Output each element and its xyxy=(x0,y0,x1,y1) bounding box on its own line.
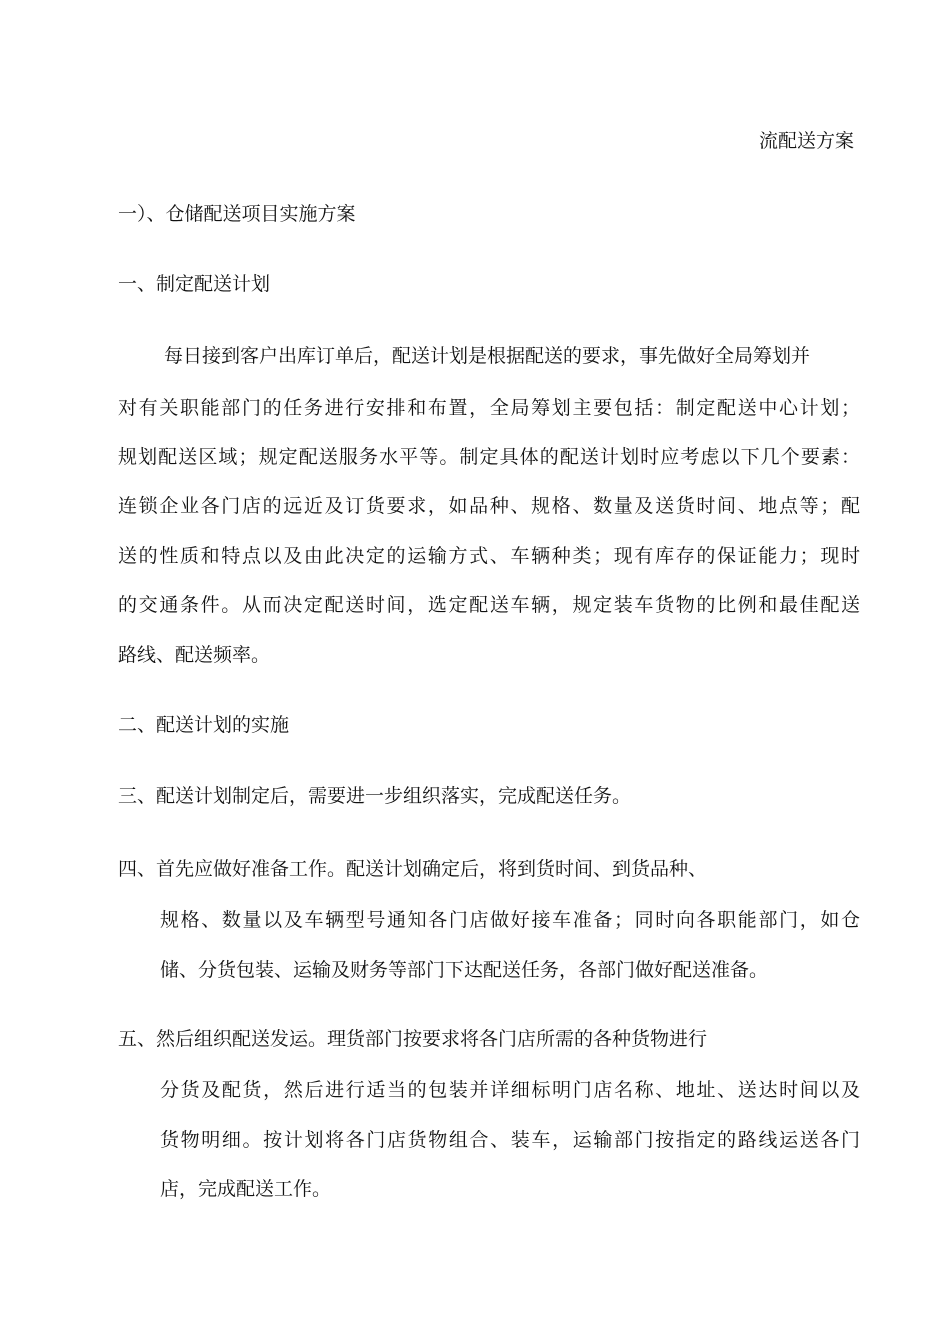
item-1-heading: 一、制定配送计划 xyxy=(118,273,271,295)
item-4-line: 规格、数量以及车辆型号通知各门店做好接车准备；同时向各职能部门，如仓 xyxy=(160,909,860,931)
item-1-paragraph-line: 每日接到客户出库订单后，配送计划是根据配送的要求，事先做好全局筹划并 xyxy=(164,345,811,367)
item-4-first-line: 四、首先应做好准备工作。配送计划确定后，将到货时间、到货品种、 xyxy=(118,858,708,880)
item-3-text: 三、配送计划制定后，需要进一步组织落实，完成配送任务。 xyxy=(118,785,632,807)
item-5-line: 分货及配货，然后进行适当的包装并详细标明门店名称、地址、送达时间以及 xyxy=(160,1079,860,1101)
document-title: 流配送方案 xyxy=(758,130,854,152)
item-1-paragraph-line: 送的性质和特点以及由此决定的运输方式、车辆种类；现有库存的保证能力；现时 xyxy=(118,545,860,567)
item-5-first-line: 五、然后组织配送发运。理货部门按要求将各门店所需的各种货物进行 xyxy=(118,1028,708,1050)
item-1-paragraph-line: 路线、配送频率。 xyxy=(118,644,271,666)
item-1-paragraph-line: 的交通条件。从而决定配送时间，选定配送车辆，规定装车货物的比例和最佳配送 xyxy=(118,594,860,616)
item-1-paragraph-line: 规划配送区域；规定配送服务水平等。制定具体的配送计划时应考虑以下几个要素： xyxy=(118,446,860,468)
section-heading: 一）、仓储配送项目实施方案 xyxy=(118,203,356,225)
item-5-line: 货物明细。按计划将各门店货物组合、装车，运输部门按指定的路线运送各门 xyxy=(160,1129,860,1151)
item-1-paragraph-line: 连锁企业各门店的远近及订货要求，如品种、规格、数量及送货时间、地点等；配 xyxy=(118,495,860,517)
item-5-line: 店，完成配送工作。 xyxy=(160,1178,332,1200)
item-4-line: 储、分货包装、运输及财务等部门下达配送任务，各部门做好配送准备。 xyxy=(160,959,769,981)
item-1-paragraph-line: 对有关职能部门的任务进行安排和布置，全局筹划主要包括：制定配送中心计划； xyxy=(118,397,860,419)
item-2-heading: 二、配送计划的实施 xyxy=(118,714,290,736)
